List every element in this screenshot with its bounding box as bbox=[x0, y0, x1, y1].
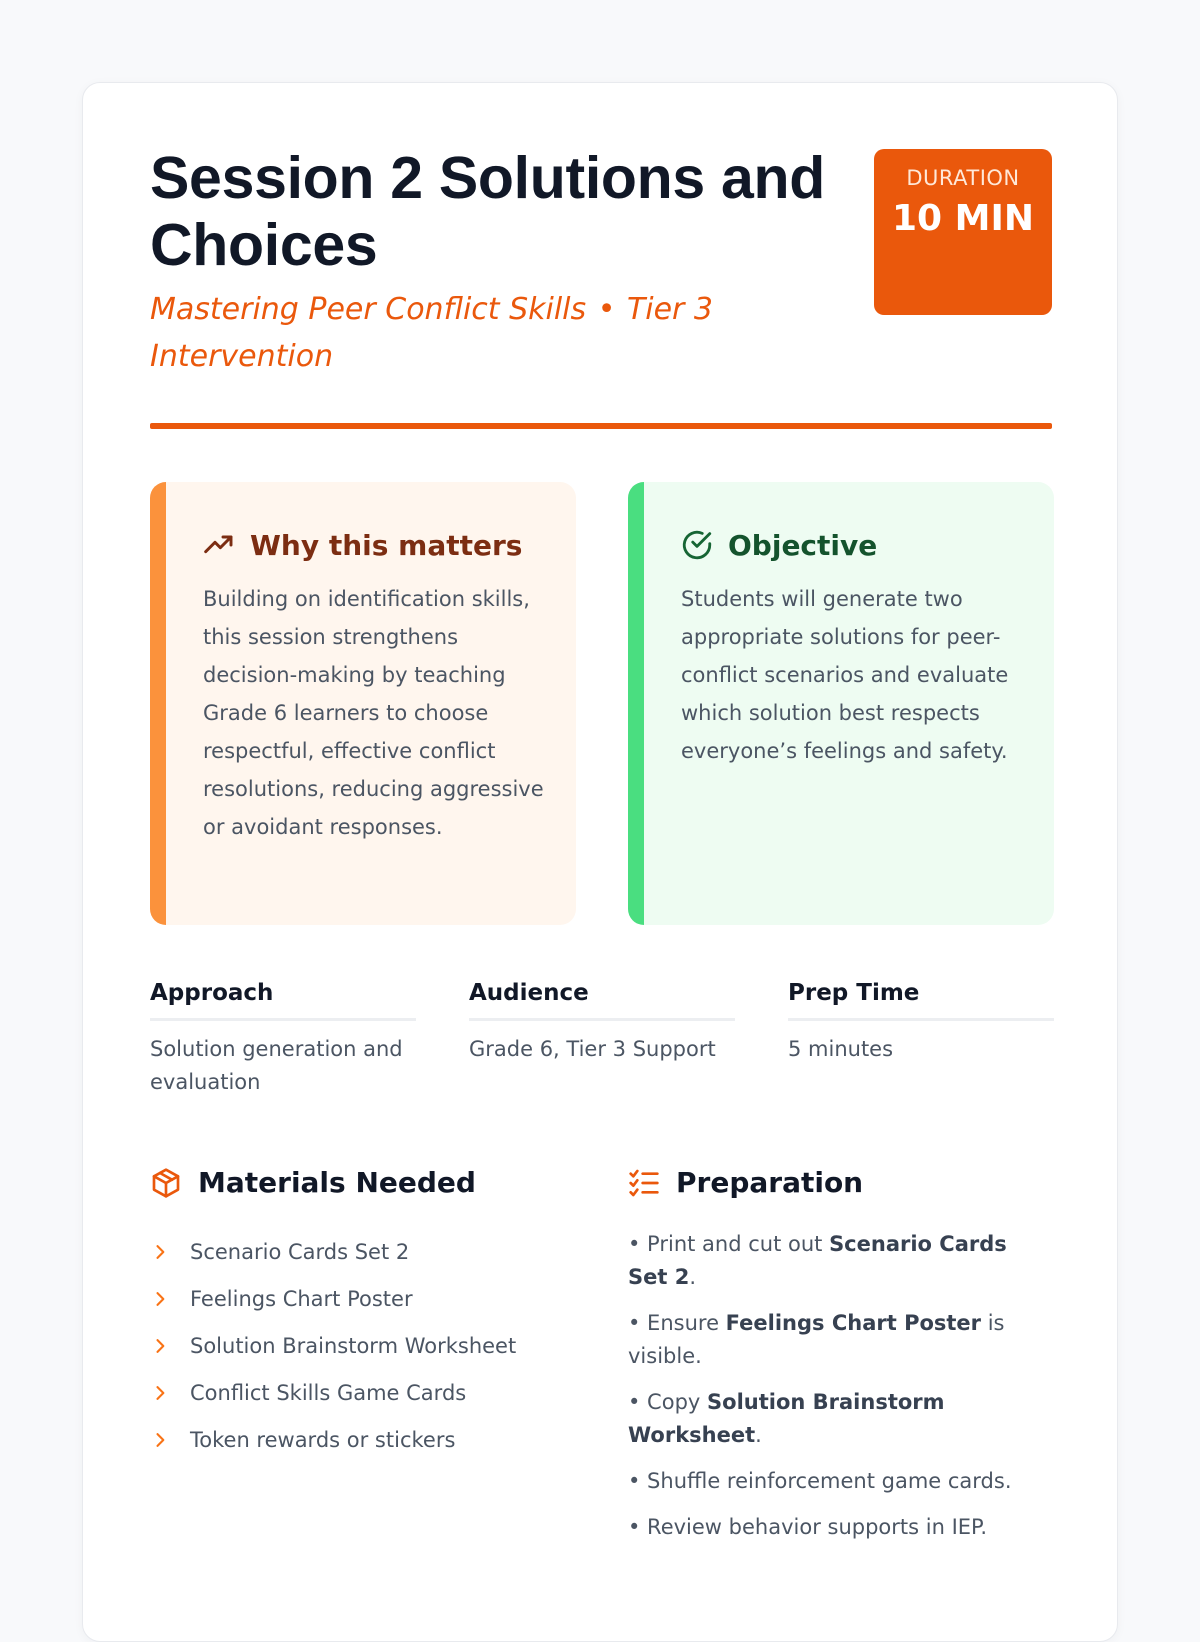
chevron-right-icon bbox=[150, 1289, 190, 1309]
checklist-icon bbox=[628, 1167, 660, 1199]
check-circle-icon bbox=[680, 528, 714, 562]
chevron-right-icon bbox=[150, 1383, 190, 1403]
panel-accent-bar bbox=[628, 482, 644, 925]
item-text: • Review behavior supports in IEP. bbox=[628, 1515, 988, 1539]
duration-value: 10 MIN bbox=[892, 198, 1034, 239]
materials-heading bbox=[150, 1166, 476, 1199]
preparation-heading bbox=[628, 1166, 863, 1199]
page-subtitle bbox=[150, 286, 790, 380]
preparation-list bbox=[628, 1228, 1048, 1557]
meta-value: 5 minutes bbox=[788, 1037, 894, 1061]
item-text: • Shuffle reinforcement game cards. bbox=[628, 1469, 1012, 1493]
subtitle-tier: Tier 3 Intervention bbox=[150, 292, 714, 374]
panel-header bbox=[680, 528, 877, 562]
panel-heading: Why this matters bbox=[250, 528, 523, 562]
list-item-text: Feelings Chart Poster bbox=[190, 1286, 413, 1311]
materials-list bbox=[150, 1228, 570, 1463]
why-this-matters-panel bbox=[150, 482, 576, 925]
item-text: • Print and cut out bbox=[628, 1232, 830, 1256]
meta-value: Solution generation and evaluation bbox=[150, 1037, 403, 1094]
list-item-text: Conflict Skills Game Cards bbox=[190, 1380, 467, 1405]
list-item-text: Token rewards or stickers bbox=[190, 1427, 456, 1452]
list-item-text: Scenario Cards Set 2 bbox=[190, 1239, 410, 1264]
item-text: is visible. bbox=[628, 1311, 1005, 1368]
header-divider bbox=[150, 423, 1052, 429]
chevron-right-icon bbox=[150, 1336, 190, 1356]
subtitle-separator: • bbox=[597, 292, 616, 327]
item-emphasis: Solution Brainstorm Worksheet bbox=[628, 1390, 945, 1447]
chevron-right-icon bbox=[150, 1430, 190, 1450]
list-item bbox=[628, 1511, 1048, 1544]
list-item bbox=[150, 1322, 570, 1369]
panel-accent-bar bbox=[150, 482, 166, 925]
meta-audience bbox=[469, 980, 735, 1066]
section-title: Materials Needed bbox=[198, 1166, 476, 1199]
item-emphasis: Scenario Cards Set 2 bbox=[628, 1232, 1007, 1289]
list-item bbox=[150, 1416, 570, 1463]
meta-prep-time bbox=[788, 980, 1054, 1066]
list-item bbox=[150, 1369, 570, 1416]
item-emphasis: Feelings Chart Poster bbox=[725, 1311, 982, 1335]
meta-label: Prep Time bbox=[788, 980, 1054, 1021]
panel-header bbox=[202, 528, 522, 562]
meta-value: Grade 6, Tier 3 Support bbox=[469, 1037, 716, 1061]
subtitle-program: Mastering Peer Conflict Skills bbox=[150, 292, 587, 327]
list-item-text: Solution Brainstorm Worksheet bbox=[190, 1333, 517, 1358]
list-item bbox=[150, 1275, 570, 1322]
item-text: • Copy bbox=[628, 1390, 708, 1414]
item-text: • Ensure bbox=[628, 1311, 726, 1335]
section-title: Preparation bbox=[676, 1166, 864, 1199]
list-item bbox=[628, 1228, 1048, 1294]
panel-body: Building on identification skills, this session strengthens decision-making by teaching Grade 6 learners to choose respectful, effective conflict resolutions, reducing aggressive or avoidant responses. bbox=[203, 587, 544, 839]
list-item bbox=[628, 1307, 1048, 1373]
list-item bbox=[628, 1465, 1048, 1498]
list-item bbox=[150, 1228, 570, 1275]
chevron-right-icon bbox=[150, 1242, 190, 1262]
panel-body: Students will generate two appropriate solutions for peer-conflict scenarios and evaluate which solution best respects everyone’s feelings and safety. bbox=[681, 587, 1009, 763]
duration-label: DURATION bbox=[906, 166, 1020, 190]
meta-label: Approach bbox=[150, 980, 416, 1021]
duration-badge bbox=[874, 149, 1052, 315]
package-icon bbox=[150, 1167, 182, 1199]
meta-label: Audience bbox=[469, 980, 735, 1021]
item-text: . bbox=[689, 1265, 697, 1289]
item-text: . bbox=[755, 1423, 762, 1447]
panel-heading: Objective bbox=[728, 528, 878, 562]
list-item bbox=[628, 1386, 1048, 1452]
objective-panel bbox=[628, 482, 1054, 925]
trending-up-icon bbox=[202, 528, 236, 562]
page-title: Session 2 Solutions and Choices bbox=[150, 145, 825, 278]
meta-approach bbox=[150, 980, 416, 1099]
